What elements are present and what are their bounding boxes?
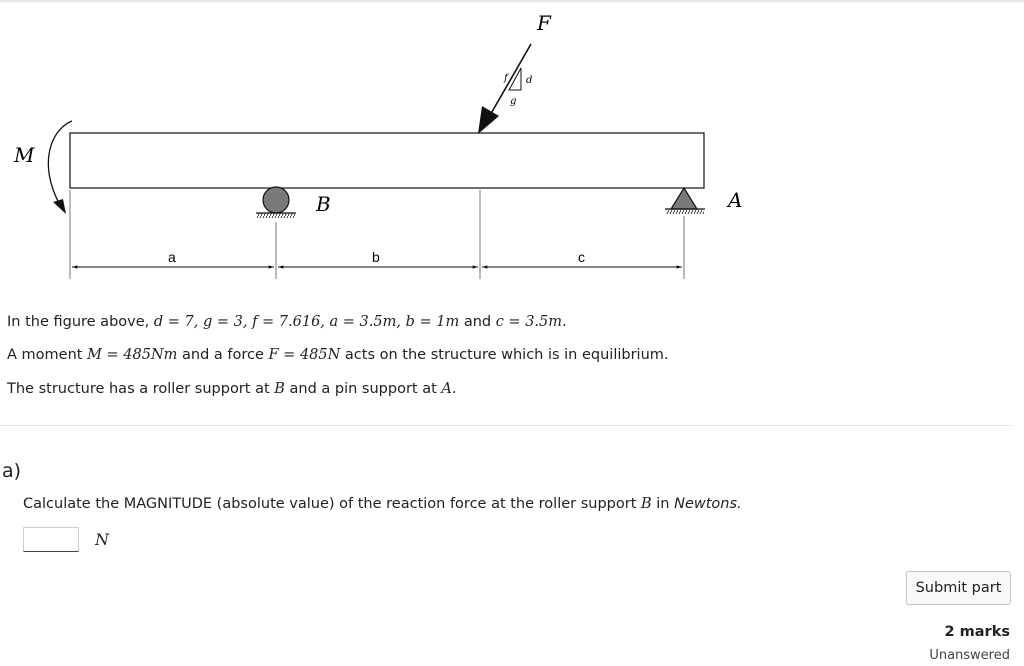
beam-figure bbox=[0, 0, 1024, 300]
beam bbox=[70, 133, 704, 188]
pin-support-a bbox=[665, 188, 705, 214]
slope-label-f: f bbox=[504, 73, 508, 84]
extension-lines bbox=[70, 190, 684, 279]
value-a: a = 3.5m, bbox=[329, 314, 401, 330]
line2-text-3: acts on the structure which is in equilibrium. bbox=[344, 347, 669, 363]
line1-prefix: In the figure above, bbox=[7, 314, 150, 330]
line1-and: and bbox=[463, 314, 492, 330]
dim-label-b: b bbox=[372, 249, 380, 265]
slope-label-g: g bbox=[510, 96, 517, 107]
force-label: F bbox=[537, 11, 551, 35]
moment-label: M bbox=[14, 143, 35, 167]
support-a-label: A bbox=[728, 188, 743, 212]
slope-label-d: d bbox=[526, 75, 533, 86]
value-force: F = 485N bbox=[268, 347, 341, 363]
line3-text-2: and a pin support at bbox=[289, 381, 437, 397]
value-c: c = 3.5m. bbox=[495, 314, 567, 330]
submit-part-button[interactable]: Submit part bbox=[906, 571, 1011, 605]
question-support-b: B bbox=[641, 496, 652, 512]
moment-arrow bbox=[48, 121, 72, 214]
status-label: Unanswered bbox=[929, 648, 1010, 663]
value-f: f = 7.616, bbox=[252, 314, 325, 330]
question-text: Calculate the MAGNITUDE (absolute value) of the reaction force at the roller support bbox=[23, 496, 637, 512]
value-g: g = 3, bbox=[202, 314, 248, 330]
line2-text-2: and a force bbox=[182, 347, 264, 363]
answer-input[interactable] bbox=[23, 527, 79, 552]
line3-support-a: A. bbox=[441, 381, 457, 397]
problem-line-2 bbox=[7, 347, 669, 363]
question-in: in bbox=[656, 496, 670, 512]
support-b-label: B bbox=[316, 192, 331, 216]
line2-text-1: A moment bbox=[7, 347, 83, 363]
line3-text-1: The structure has a roller support at bbox=[7, 381, 270, 397]
part-label: a) bbox=[2, 460, 22, 482]
section-divider bbox=[0, 425, 1012, 426]
dim-label-a: a bbox=[168, 249, 176, 265]
problem-line-3 bbox=[7, 381, 456, 397]
force-arrow bbox=[478, 44, 531, 134]
value-d: d = 7, bbox=[153, 314, 199, 330]
marks-label: 2 marks bbox=[944, 624, 1010, 640]
dim-label-c: c bbox=[578, 249, 585, 265]
value-moment: M = 485Nm bbox=[87, 347, 178, 363]
part-question bbox=[23, 496, 742, 512]
roller-support-b bbox=[256, 187, 296, 218]
value-b: b = 1m bbox=[405, 314, 460, 330]
problem-line-1 bbox=[7, 314, 567, 330]
line3-support-b: B bbox=[274, 381, 285, 397]
question-units: Newtons. bbox=[674, 496, 742, 512]
answer-unit: N bbox=[95, 530, 109, 549]
